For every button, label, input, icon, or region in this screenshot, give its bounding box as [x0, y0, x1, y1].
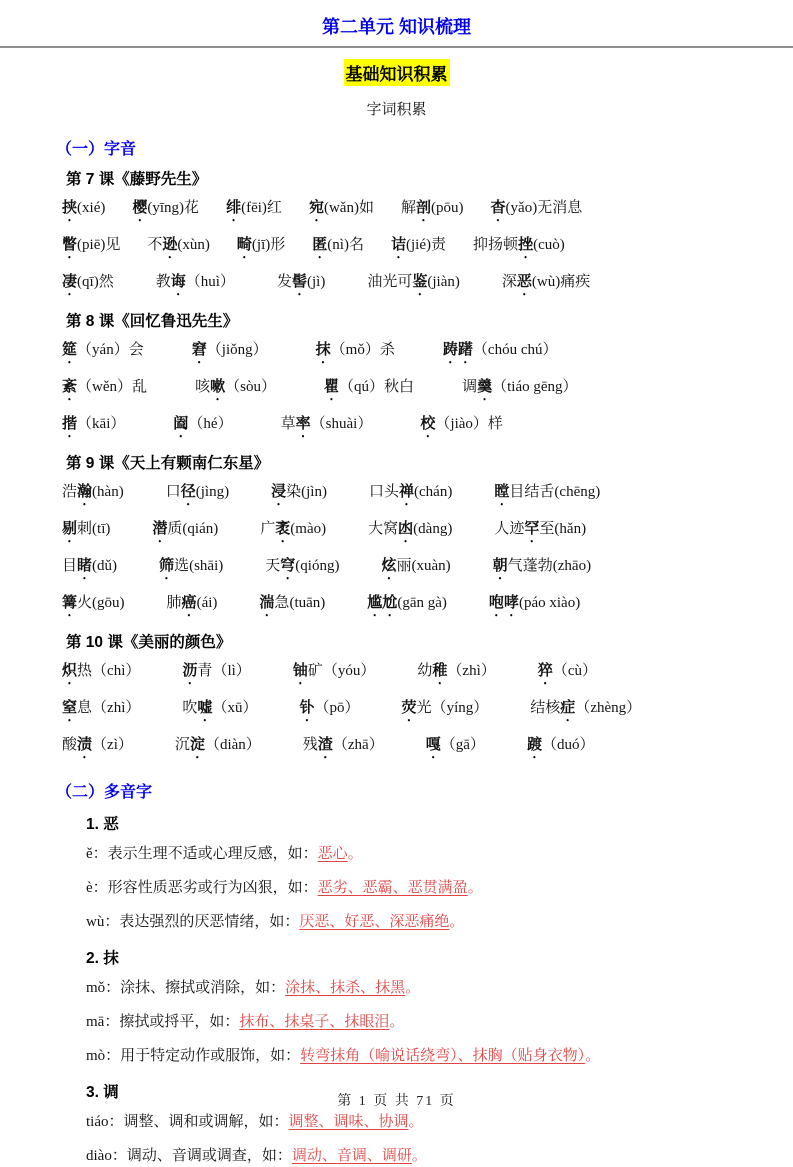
pinyin-entry: 揩（kāi） — [62, 416, 126, 432]
pinyin-entry: 目睹(dǔ) — [62, 558, 118, 574]
page-number-footer: 第 1 页 共 71 页 — [337, 1094, 456, 1109]
pinyin-entry: 口径(jìng) — [165, 484, 230, 500]
lesson-title: 第 10 课《美丽的颜色》 — [66, 634, 232, 651]
lesson-title: 第 9 课《天上有颗南仁东星》 — [66, 455, 270, 472]
header-divider — [0, 46, 793, 48]
pinyin-row — [62, 735, 737, 762]
pinyin-entry: 宛(wǎn)如 — [308, 200, 374, 216]
duoyin-line-text: è：形容性质恶劣或行为凶狠，如： — [86, 880, 318, 896]
pinyin-entry: 窘（jiǒng） — [191, 342, 268, 358]
duoyin-line — [86, 1146, 737, 1167]
pinyin-row — [62, 340, 737, 367]
pinyin-entry: 咆哮(páo xiào) — [488, 595, 581, 611]
pinyin-entry: 炽热（chì） — [62, 663, 141, 679]
pinyin-entry: 调羹（tiáo gēng） — [462, 379, 578, 395]
pinyin-entry: 不逊(xùn) — [147, 237, 210, 253]
emphasized-character: 炽 — [62, 663, 78, 679]
emphasized-character: 躇 — [457, 342, 473, 358]
pinyin-row — [62, 377, 737, 404]
emphasized-character: 潜 — [152, 521, 168, 537]
emphasized-character: 筵 — [62, 342, 78, 358]
pinyin-row — [62, 593, 737, 620]
pinyin-entry: 咳嗽（sòu） — [195, 379, 276, 395]
pinyin-entry: 铀矿（yóu） — [292, 663, 376, 679]
emphasized-character: 揩 — [62, 416, 78, 432]
duoyin-line-text: wù：表达强烈的厌恶情绪，如： — [86, 914, 300, 930]
pinyin-row — [62, 661, 737, 688]
emphasized-character: 湍 — [259, 595, 275, 611]
pinyin-entry: 口头禅(chán) — [368, 484, 453, 500]
duoyin-line-period: 。 — [347, 846, 363, 862]
emphasized-character: 穹 — [280, 558, 296, 574]
pinyin-entry: 瞥(piē)见 — [62, 237, 121, 253]
duoyin-item-title: 1. 恶 — [86, 816, 119, 833]
emphasized-character: 稚 — [432, 663, 448, 679]
section-duoyin-heading: （二）多音字 — [56, 784, 153, 801]
emphasized-character: 渍 — [77, 737, 93, 753]
emphasized-character: 尴 — [367, 595, 383, 611]
pinyin-entry: 肺癌(ái) — [166, 595, 218, 611]
emphasized-character: 篝 — [62, 595, 78, 611]
header-title: 第二单元 知识梳理 — [321, 17, 471, 37]
pinyin-lessons — [56, 167, 737, 762]
pinyin-entry: 阖（hé） — [173, 416, 233, 432]
pinyin-entry: 校（jiào）样 — [420, 416, 503, 432]
pinyin-entry: 结核症（zhèng） — [530, 700, 642, 716]
pinyin-entry: 草率（shuài） — [280, 416, 373, 432]
duoyin-line-period: 。 — [467, 880, 483, 896]
pinyin-row — [62, 198, 737, 225]
duoyin-item-title: 3. 调 — [86, 1084, 119, 1101]
lesson-title: 第 8 课《回忆鲁迅先生》 — [66, 313, 239, 330]
emphasized-character: 咆 — [488, 595, 504, 611]
emphasized-character: 朝 — [492, 558, 508, 574]
emphasized-character: 凼 — [398, 521, 414, 537]
emphasized-character: 癌 — [181, 595, 197, 611]
emphasized-character: 浸 — [271, 484, 287, 500]
pinyin-entry: 樱(yīng)花 — [132, 200, 200, 216]
emphasized-character: 畸 — [236, 237, 252, 253]
duoyin-line — [86, 844, 737, 865]
pinyin-row — [62, 482, 737, 509]
duoyin-line-period: 。 — [449, 914, 465, 930]
duoyin-example-red: 转弯抹角（喻说话绕弯）、抹胸（贴身衣物） — [300, 1048, 586, 1064]
emphasized-character: 杳 — [490, 200, 506, 216]
pinyin-row — [62, 556, 737, 583]
pinyin-entry: 教诲（huì） — [155, 274, 235, 290]
duoyin-example-red: 抹布、抹桌子、抹眼泪 — [239, 1014, 390, 1030]
duoyin-item-title: 2. 抹 — [86, 950, 119, 967]
pinyin-entry: 绯(fēi)红 — [226, 200, 282, 216]
pinyin-entry: 油光可鉴(jiàn) — [367, 274, 460, 290]
pinyin-entry: 踌躇（chóu chú） — [442, 342, 558, 358]
emphasized-character: 逊 — [162, 237, 178, 253]
pinyin-entry: 猝（cù） — [537, 663, 597, 679]
duoyin-line-text: diào：调动、音调或调查，如： — [86, 1148, 292, 1164]
duoyin-example-red: 调动、音调、调研 — [291, 1148, 412, 1164]
duoyin-line-text: mò：用于特定动作或服饰，如： — [86, 1048, 301, 1064]
emphasized-character: 睹 — [77, 558, 93, 574]
content — [0, 136, 793, 1167]
pinyin-entry: 踱（duó） — [526, 737, 595, 753]
duoyin-line — [86, 912, 737, 933]
pinyin-entry: 畸(jī)形 — [236, 237, 286, 253]
page-header — [0, 0, 793, 119]
emphasized-character: 淀 — [189, 737, 205, 753]
pinyin-entry: 瞿（qú）秋白 — [323, 379, 415, 395]
pinyin-entry: 人迹罕至(hǎn) — [494, 521, 587, 537]
emphasized-character: 嘘 — [197, 700, 213, 716]
emphasized-character: 瞿 — [323, 379, 339, 395]
pinyin-entry: 剔刺(tī) — [62, 521, 111, 537]
emphasized-character: 挟 — [62, 200, 78, 216]
highlighted-section-title: 基础知识积累 — [344, 59, 450, 86]
emphasized-character: 尬 — [382, 595, 398, 611]
pinyin-entry: 挟(xié) — [62, 200, 106, 216]
duoyin-example-red: 恶心 — [317, 846, 348, 862]
emphasized-character: 髻 — [291, 274, 307, 290]
pinyin-entry: 尴尬(gān gà) — [367, 595, 447, 611]
emphasized-character: 踌 — [442, 342, 458, 358]
emphasized-character: 宛 — [308, 200, 324, 216]
pinyin-entry: 浸染(jìn) — [271, 484, 327, 500]
emphasized-character: 羹 — [477, 379, 493, 395]
pinyin-row — [62, 272, 737, 299]
emphasized-character: 紊 — [62, 379, 78, 395]
emphasized-character: 窒 — [62, 700, 78, 716]
emphasized-character: 渣 — [317, 737, 333, 753]
emphasized-character: 阖 — [173, 416, 189, 432]
duoyin-example-red: 恶劣、恶霸、恶贯满盈 — [317, 880, 468, 896]
emphasized-character: 诲 — [170, 274, 186, 290]
pinyin-entry: 朝气蓬勃(zhāo) — [492, 558, 592, 574]
emphasized-character: 径 — [180, 484, 196, 500]
emphasized-character: 瀚 — [77, 484, 93, 500]
duoyin-line — [86, 1046, 737, 1067]
pinyin-entry: 深恶(wù)痛疾 — [501, 274, 591, 290]
emphasized-character: 樱 — [132, 200, 148, 216]
emphasized-character: 剖 — [416, 200, 432, 216]
emphasized-character: 钋 — [299, 700, 315, 716]
emphasized-character: 校 — [420, 416, 436, 432]
duoyin-line-text: tiáo：调整、调和或调解，如： — [86, 1114, 289, 1130]
emphasized-character: 挫 — [518, 237, 534, 253]
duoyin-line-text: mǒ：涂抹、擦拭或消除，如： — [86, 980, 286, 996]
emphasized-character: 猝 — [537, 663, 553, 679]
emphasized-character: 凄 — [62, 274, 78, 290]
pinyin-entry: 吹嘘（xū） — [182, 700, 258, 716]
duoyin-items — [56, 812, 737, 1167]
emphasized-character: 匿 — [312, 237, 328, 253]
emphasized-character: 嗽 — [210, 379, 226, 395]
duoyin-line-period: 。 — [408, 1114, 424, 1130]
subtitle: 字词积累 — [366, 102, 427, 118]
duoyin-example-red: 厌恶、好恶、深恶痛绝 — [299, 914, 450, 930]
pinyin-row — [62, 698, 737, 725]
duoyin-line-text: ě：表示生理不适或心理反感，如： — [86, 846, 318, 862]
duoyin-example-red: 调整、调味、协调 — [288, 1114, 409, 1130]
pinyin-entry: 紊（wěn）乱 — [62, 379, 148, 395]
pinyin-entry: 凄(qī)然 — [62, 274, 114, 290]
pinyin-entry: 酸渍（zì） — [62, 737, 133, 753]
pinyin-entry: 发髻(jì) — [276, 274, 326, 290]
duoyin-line-period: 。 — [585, 1048, 601, 1064]
emphasized-character: 率 — [295, 416, 311, 432]
emphasized-character: 诘 — [390, 237, 406, 253]
pinyin-entry: 杳(yǎo)无消息 — [490, 200, 583, 216]
emphasized-character: 荧 — [401, 700, 417, 716]
pinyin-entry: 瞠目结舌(chēng) — [494, 484, 601, 500]
emphasized-character: 铀 — [292, 663, 308, 679]
duoyin-line — [86, 1012, 737, 1033]
pinyin-entry: 天穹(qióng) — [265, 558, 340, 574]
emphasized-character: 嘎 — [425, 737, 441, 753]
pinyin-entry: 湍急(tuān) — [259, 595, 326, 611]
pinyin-entry: 大窝凼(dàng) — [368, 521, 453, 537]
emphasized-character: 沥 — [182, 663, 198, 679]
pinyin-entry: 潜质(qián) — [152, 521, 219, 537]
duoyin-example-red: 涂抹、抹杀、抹黑 — [285, 980, 406, 996]
pinyin-entry: 广袤(mào) — [260, 521, 327, 537]
pinyin-entry: 篝火(gōu) — [62, 595, 125, 611]
emphasized-character: 窘 — [191, 342, 207, 358]
pinyin-entry: 钋（pō） — [299, 700, 360, 716]
pinyin-entry: 匿(nì)名 — [312, 237, 364, 253]
emphasized-character: 筛 — [159, 558, 175, 574]
pinyin-entry: 诘(jié)责 — [390, 237, 447, 253]
pinyin-entry: 沉淀（diàn） — [174, 737, 261, 753]
pinyin-entry: 窒息（zhì） — [62, 700, 141, 716]
pinyin-entry: 嘎（gā） — [425, 737, 485, 753]
pinyin-entry: 筵（yán）会 — [62, 342, 144, 358]
pinyin-entry: 幼稚（zhì） — [417, 663, 496, 679]
section-yin-heading: （一）字音 — [56, 141, 137, 158]
emphasized-character: 瞥 — [62, 237, 78, 253]
emphasized-character: 踱 — [526, 737, 542, 753]
pinyin-entry: 筛选(shāi) — [159, 558, 224, 574]
pinyin-row — [62, 235, 737, 262]
duoyin-line-text: mā：擦拭或捋平，如： — [86, 1014, 240, 1030]
emphasized-character: 剔 — [62, 521, 78, 537]
emphasized-character: 症 — [560, 700, 576, 716]
pinyin-entry: 抑扬顿挫(cuò) — [473, 237, 565, 253]
duoyin-line — [86, 1112, 737, 1133]
emphasized-character: 恶 — [516, 274, 532, 290]
pinyin-row — [62, 519, 737, 546]
pinyin-entry: 炫丽(xuàn) — [381, 558, 451, 574]
pinyin-entry: 荧光（yíng） — [401, 700, 489, 716]
pinyin-entry: 抹（mǒ）杀 — [315, 342, 395, 358]
pinyin-entry: 沥青（lì） — [182, 663, 251, 679]
pinyin-row — [62, 414, 737, 441]
emphasized-character: 瞠 — [494, 484, 510, 500]
emphasized-character: 哮 — [503, 595, 519, 611]
emphasized-character: 禅 — [398, 484, 414, 500]
duoyin-line — [86, 878, 737, 899]
lesson-title: 第 7 课《藤野先生》 — [66, 171, 208, 188]
duoyin-line-period: 。 — [389, 1014, 405, 1030]
duoyin-line-period: 。 — [411, 1148, 427, 1164]
emphasized-character: 鉴 — [412, 274, 428, 290]
duoyin-line-period: 。 — [405, 980, 421, 996]
pinyin-entry: 残渣（zhā） — [302, 737, 384, 753]
emphasized-character: 罕 — [524, 521, 540, 537]
pinyin-entry: 浩瀚(hàn) — [62, 484, 124, 500]
pinyin-entry: 解剖(pōu) — [400, 200, 464, 216]
emphasized-character: 绯 — [226, 200, 242, 216]
duoyin-line — [86, 978, 737, 999]
emphasized-character: 抹 — [315, 342, 331, 358]
emphasized-character: 袤 — [275, 521, 291, 537]
highlight-line — [0, 59, 793, 86]
emphasized-character: 炫 — [381, 558, 397, 574]
